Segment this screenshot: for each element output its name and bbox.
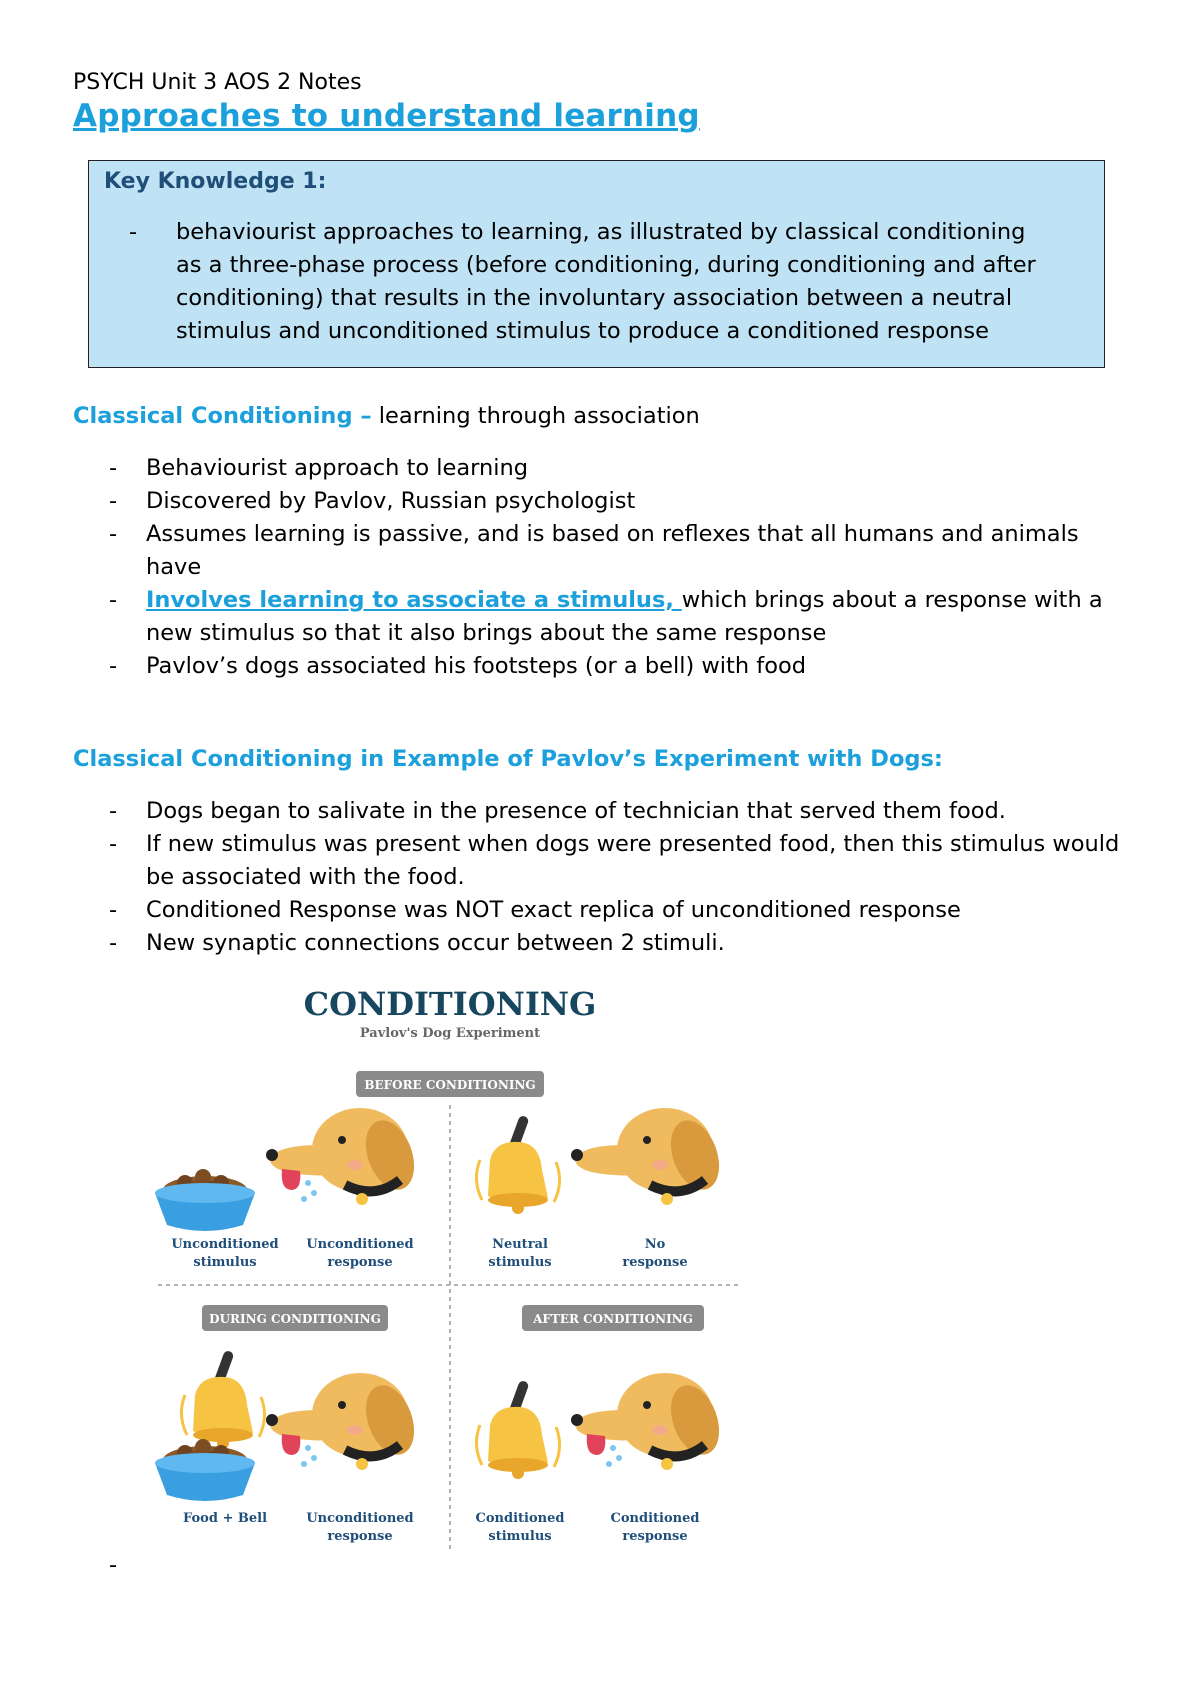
dog-icon (571, 1108, 728, 1205)
list-item: - Behaviourist approach to learning (109, 455, 529, 481)
conditioning-figure (150, 975, 750, 1550)
bullet-dash: - (129, 219, 138, 245)
list-item: - Assumes learning is passive, and is based on reflexes that all humans and animals have (109, 521, 1079, 580)
bell-icon (181, 1350, 264, 1449)
during-label: DURING CONDITIONING (209, 1312, 381, 1326)
svg-text:response: response (327, 1255, 393, 1270)
dog-icon (266, 1373, 423, 1470)
example-heading: Classical Conditioning in Example of Pavlov’s Experiment with Dogs: (73, 746, 943, 772)
list-item: - Dogs began to salivate in the presence of technician that served them food. (109, 798, 1006, 824)
key-knowledge-box (88, 160, 1105, 368)
classical-bullet-list (73, 452, 1133, 683)
dog-icon (571, 1373, 728, 1470)
list-item: - Discovered by Pavlov, Russian psychologist (109, 488, 636, 514)
classical-conditioning-heading (73, 403, 700, 429)
key-knowledge-text: behaviourist approaches to learning, as illustrated by classical conditioning as a three-phase process (before conditioning, during conditioning and after conditioning) that results in the involuntary association between a neutral stimulus and unconditioned stimulus to produce a conditioned response (176, 219, 1036, 344)
list-item: - New synaptic connections occur between 2 stimuli. (109, 930, 725, 956)
dog-icon (266, 1108, 423, 1205)
svg-text:stimulus: stimulus (488, 1255, 552, 1270)
empty-bullet: - (109, 1552, 118, 1578)
figure-title: CONDITIONING (303, 985, 597, 1023)
list-item: - Involves learning to associate a stimulus, which brings about a response with a new stimulus so that it also brings about the same response (109, 587, 1103, 646)
bell-icon (476, 1380, 559, 1479)
svg-text:response: response (622, 1529, 688, 1544)
svg-text:Unconditioned: Unconditioned (171, 1237, 279, 1252)
after-label: AFTER CONDITIONING (533, 1312, 693, 1326)
svg-text:response: response (327, 1529, 393, 1544)
svg-text:Neutral: Neutral (492, 1237, 548, 1252)
list-item: - If new stimulus was present when dogs were presented food, then this stimulus would be associated with the food. (109, 831, 1120, 890)
before-label: BEFORE CONDITIONING (364, 1078, 536, 1092)
food-bowl-icon (155, 1169, 255, 1231)
list-item: - Conditioned Response was NOT exact replica of unconditioned response (109, 897, 961, 923)
page-title[interactable]: Approaches to understand learning (73, 98, 700, 134)
heading-rest: learning through association (371, 403, 700, 429)
svg-text:stimulus: stimulus (488, 1529, 552, 1544)
svg-text:Unconditioned: Unconditioned (306, 1511, 414, 1526)
svg-text:No: No (644, 1237, 666, 1252)
svg-text:Food + Bell: Food + Bell (182, 1511, 268, 1526)
food-bowl-icon (155, 1439, 255, 1501)
association-link[interactable]: Involves learning to associate a stimulus, (146, 587, 682, 613)
svg-text:Conditioned: Conditioned (475, 1511, 565, 1526)
svg-text:Conditioned: Conditioned (610, 1511, 700, 1526)
svg-text:stimulus: stimulus (193, 1255, 257, 1270)
svg-text:Unconditioned: Unconditioned (306, 1237, 414, 1252)
figure-subtitle: Pavlov's Dog Experiment (359, 1026, 541, 1041)
document-label: PSYCH Unit 3 AOS 2 Notes (73, 70, 362, 95)
key-knowledge-heading: Key Knowledge 1: (104, 169, 327, 194)
example-bullet-list (73, 795, 1133, 960)
bell-icon (476, 1115, 559, 1214)
svg-text:response: response (622, 1255, 688, 1270)
heading-bold: Classical Conditioning – (73, 403, 372, 429)
list-item: - Pavlov’s dogs associated his footsteps (or a bell) with food (109, 653, 807, 679)
